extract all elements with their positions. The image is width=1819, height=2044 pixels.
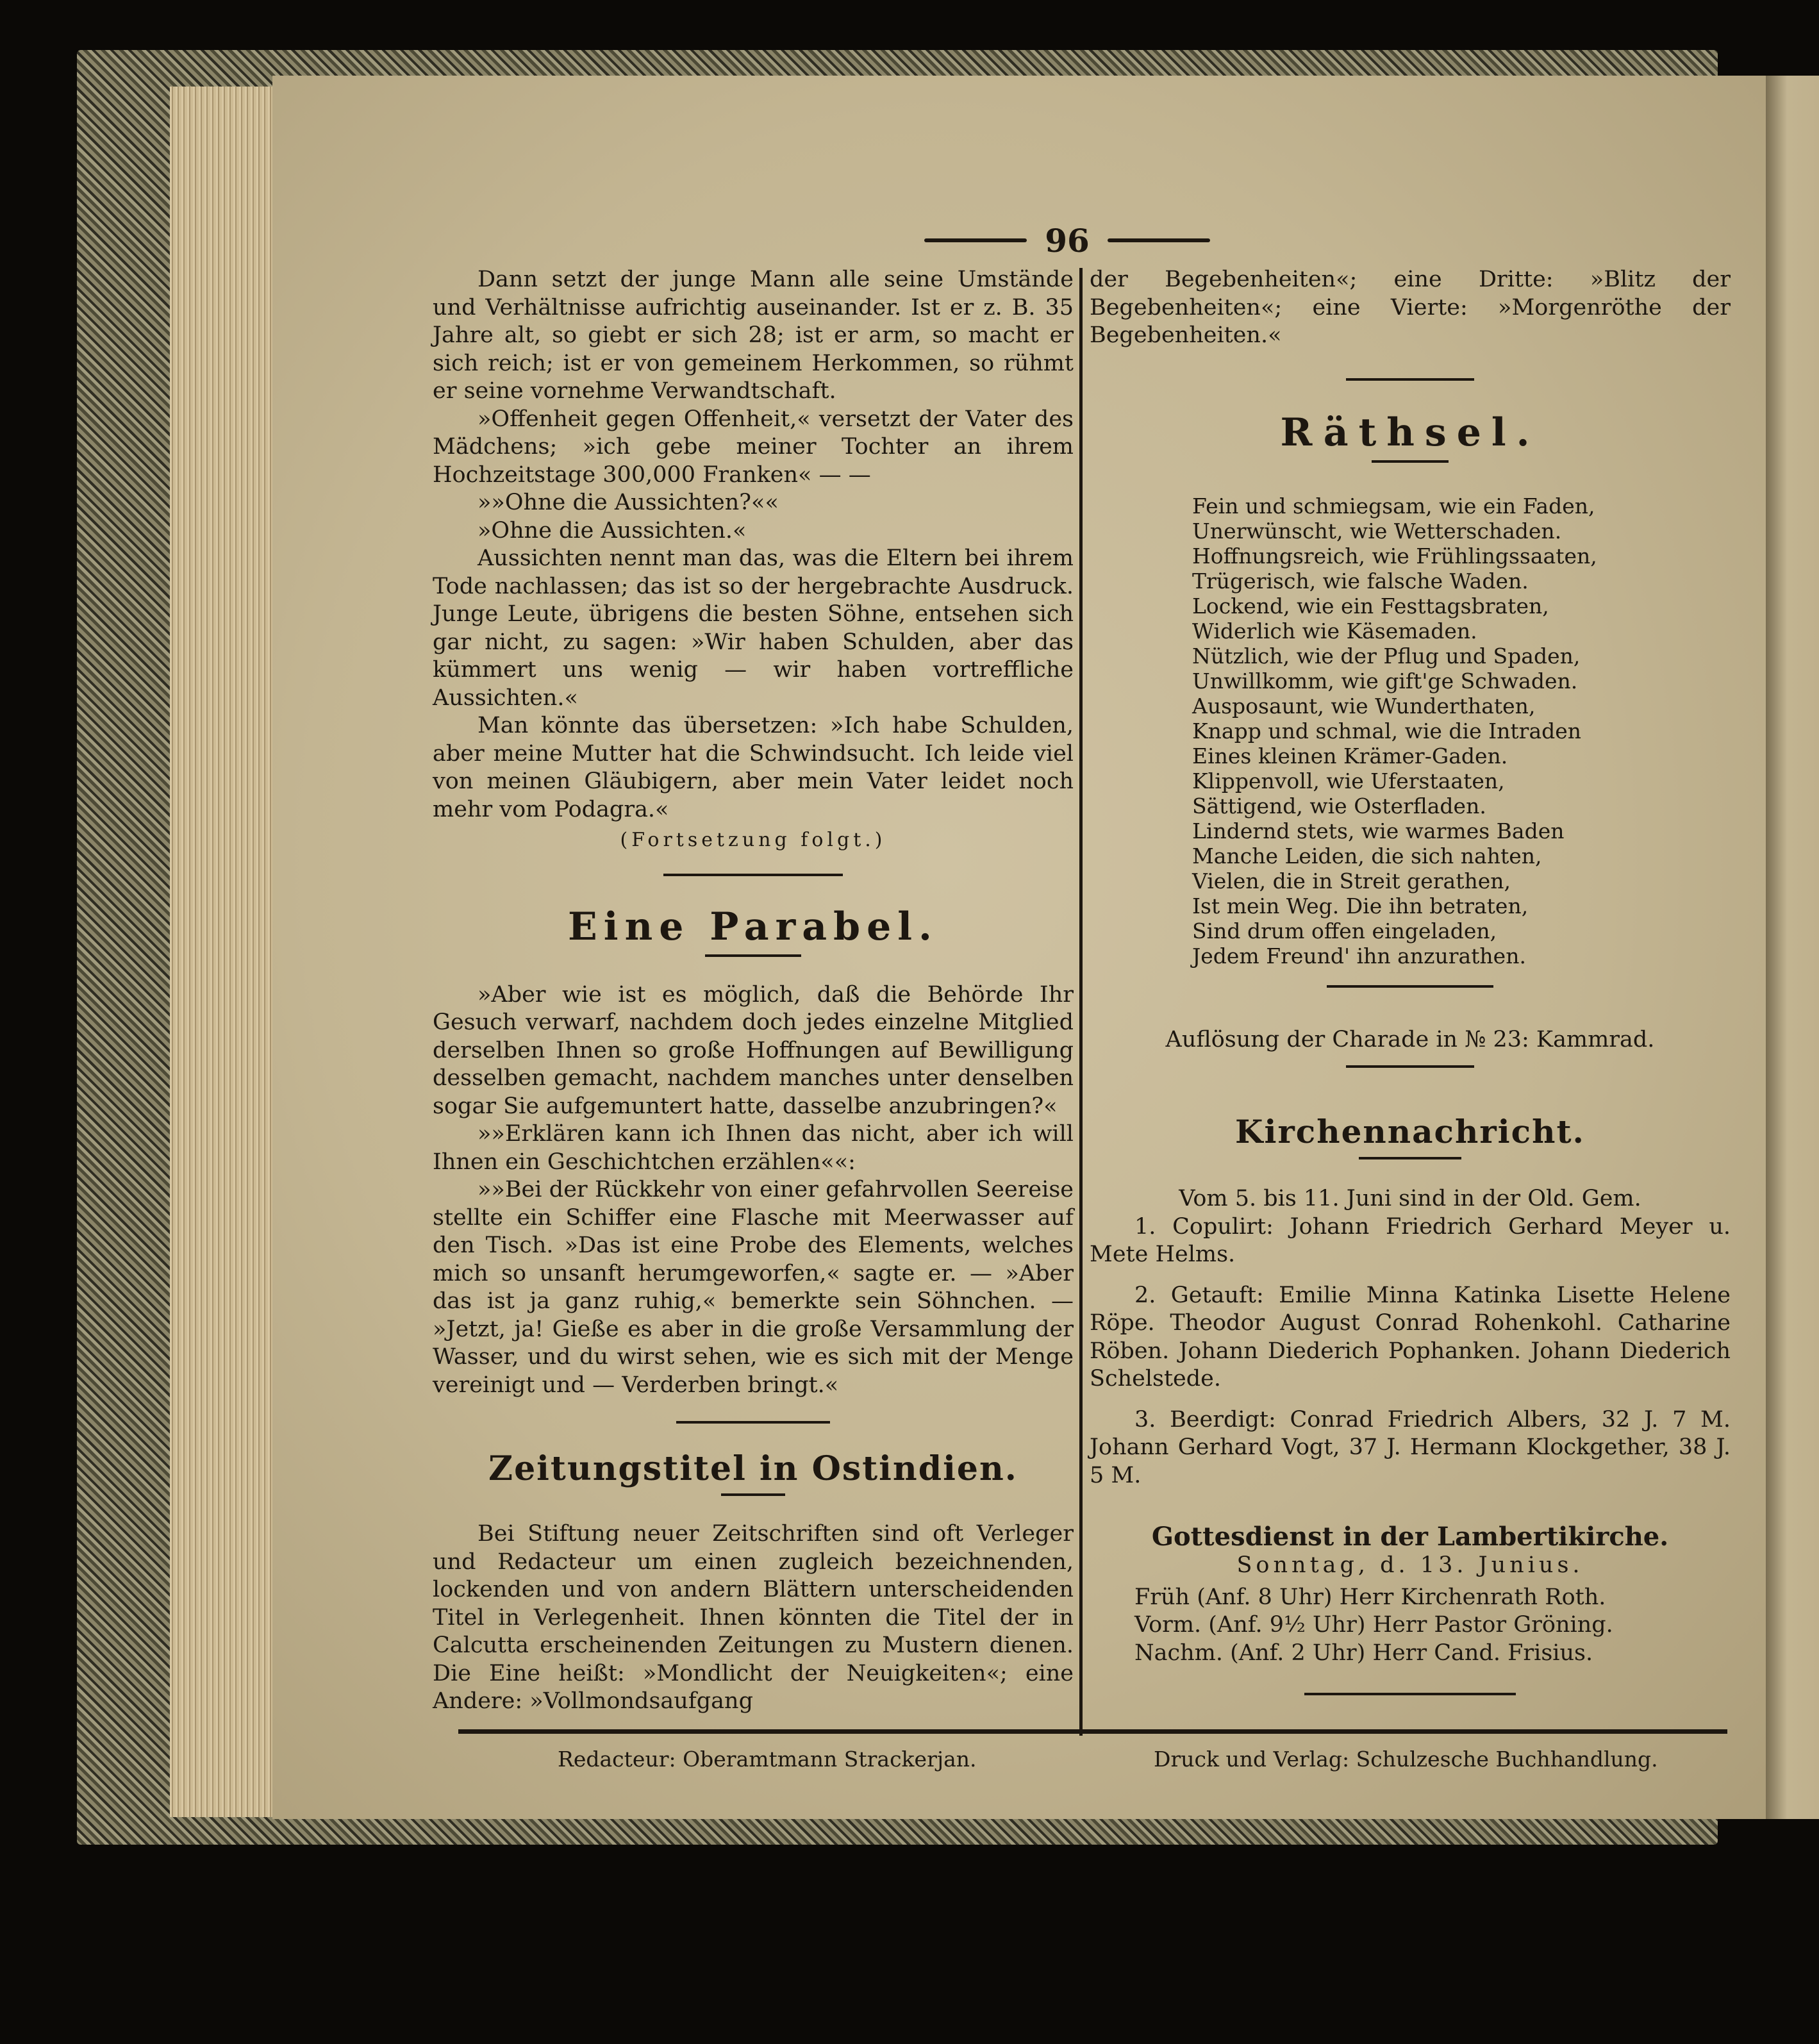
parable-paragraph: »»Erklären kann ich Ihnen das nicht, aber ich will Ihnen ein Geschichtchen erzählen««: bbox=[433, 1121, 1074, 1175]
church-section bbox=[1090, 1185, 1731, 1490]
newspaper-continuation-section bbox=[1090, 266, 1731, 350]
column-divider bbox=[1079, 268, 1083, 1736]
service-line: Vorm. (Anf. 9½ Uhr) Herr Pastor Gröning. bbox=[1134, 1612, 1613, 1638]
riddle-poem bbox=[1090, 494, 1731, 968]
riddle-line: Widerlich wie Käsemaden. bbox=[1192, 618, 1477, 644]
newspaper-section bbox=[433, 1520, 1074, 1716]
section-rule bbox=[1304, 1693, 1516, 1695]
intro-section bbox=[433, 266, 1074, 854]
intro-paragraph: »Ohne die Aussichten.« bbox=[478, 517, 747, 544]
service-line: Früh (Anf. 8 Uhr) Herr Kirchenrath Roth. bbox=[1134, 1584, 1606, 1610]
parable-section bbox=[433, 981, 1074, 1400]
parable-paragraph: »»Bei der Rückkehr von einer gefahrvollen Seereise stellte ein Schiffer eine Flasche mit Meerwasser auf den Tisch. »Das ist eine Probe des Elements, welches mich so unsanft herumgeworfen,« sagte er. — »Aber das ist ja ganz ruhig,« bemerkte sein Söhnchen. — »Jetzt, ja! Gieße es aber in die große Versammlung der Wasser, und du wirst sehen, wie es sich mit der Menge vereinigt und — Verderben bringt.« bbox=[433, 1177, 1074, 1398]
folio-rule-left bbox=[924, 238, 1027, 242]
left-column bbox=[433, 266, 1074, 1716]
page-edges bbox=[170, 87, 279, 1817]
continuation-note: (Fortsetzung folgt.) bbox=[620, 829, 886, 851]
newspaper-continuation: der Begebenheiten«; eine Dritte: »Blitz der Begebenheiten«; eine Vierte: »Morgenröthe der Begebenheiten.« bbox=[1090, 267, 1731, 348]
riddle-line: Fein und schmiegsam, wie ein Faden, bbox=[1192, 493, 1595, 519]
intro-paragraph: Aussichten nennt man das, was die Eltern bei ihrem Tode nachlassen; das ist so der hergebrachte Ausdruck. Junge Leute, übrigens die besten Söhne, entsehen sich gar nicht, zu sagen: »Wir haben Schulden, aber das kümmert uns wenig — wir haben vortreffliche Aussichten.« bbox=[433, 545, 1074, 711]
riddle-line: Ist mein Weg. Die ihn betraten, bbox=[1192, 893, 1529, 918]
title-rule bbox=[721, 1493, 785, 1496]
riddle-line: Knapp und schmal, wie die Intraden bbox=[1192, 718, 1582, 744]
newspaper-paragraph: Bei Stiftung neuer Zeitschriften sind oft Verleger und Redacteur um einen zugleich bezeichnenden, lockenden und von andern Blättern unterscheidenden Titel in Verlegenheit. Ihnen könnten die Titel der in Calcutta erscheinenden Zeitungen zu Mustern dienen. Die Eine heißt: »Mondlicht der Neuigkeiten«; eine Andere: »Vollmondsaufgang bbox=[433, 1521, 1074, 1714]
intro-paragraph: Dann setzt der junge Mann alle seine Umstände und Verhältnisse aufrichtig auseinander. Ist er z. B. 35 Jahre alt, so giebt er sich 28; ist er arm, so macht er sich reich; ist er von gemeinem Herkommen, so rühmt er seine vornehme Verwandtschaft. bbox=[433, 267, 1074, 404]
riddle-line: Sättigend, wie Osterfladen. bbox=[1192, 793, 1486, 818]
riddle-line: Sind drum offen eingeladen, bbox=[1192, 918, 1497, 943]
church-entry: 1. Copulirt: Johann Friedrich Gerhard Meyer u. Mete Helms. bbox=[1090, 1213, 1731, 1267]
section-rule bbox=[1346, 378, 1474, 381]
intro-paragraph: Man könnte das übersetzen: »Ich habe Schulden, aber meine Mutter hat die Schwindsucht. Ich leide viel von meinen Gläubigern, aber mein Vater leidet noch mehr vom Podagra.« bbox=[433, 713, 1074, 822]
section-rule bbox=[663, 874, 843, 876]
riddle-line: Ausposaunt, wie Wunderthaten, bbox=[1192, 693, 1536, 719]
right-column bbox=[1090, 266, 1731, 1695]
page-number: 96 bbox=[1045, 221, 1090, 260]
riddle-line: Lindernd stets, wie warmes Baden bbox=[1192, 818, 1565, 843]
title-rule bbox=[1372, 460, 1449, 463]
church-entry: 2. Getauft: Emilie Minna Katinka Lisette Helene Röpe. Theodor August Conrad Rohenkohl. Catharine Röben. Johann Diederich Pophanken. Johann Diederich Schelstede. bbox=[1090, 1282, 1731, 1392]
riddle-line: Hoffnungsreich, wie Frühlingssaaten, bbox=[1192, 543, 1597, 569]
riddle-line: Klippenvoll, wie Uferstaaten, bbox=[1192, 768, 1505, 794]
riddle-line: Trügerisch, wie falsche Waden. bbox=[1192, 568, 1529, 594]
riddle-line: Manche Leiden, die sich nahten, bbox=[1192, 843, 1542, 868]
title-rule bbox=[1359, 1157, 1461, 1159]
service-schedule bbox=[1090, 1584, 1731, 1668]
riddle-title: Räthsel. bbox=[1280, 410, 1540, 455]
section-rule bbox=[1327, 985, 1493, 988]
charade-solution: Auflösung der Charade in № 23: Kammrad. bbox=[1165, 1026, 1655, 1052]
church-intro: Vom 5. bis 11. Juni sind in der Old. Gem. bbox=[1179, 1186, 1641, 1211]
riddle-line: Unwillkomm, wie gift'ge Schwaden. bbox=[1192, 668, 1578, 694]
riddle-line: Jedem Freund' ihn anzurathen. bbox=[1192, 943, 1526, 968]
riddle-line: Nützlich, wie der Pflug und Spaden, bbox=[1192, 643, 1581, 669]
footer-rule bbox=[458, 1729, 1727, 1734]
parable-paragraph: »Aber wie ist es möglich, daß die Behörde Ihr Gesuch verwarf, nachdem doch jedes einzelne Mitglied derselben Ihnen so große Hoffnungen auf Bewilligung desselben gemacht, nachdem manches unter denselben sogar Sie aufgemuntert hatte, dasselbe anzubringen?« bbox=[433, 981, 1074, 1119]
section-rule bbox=[1346, 1065, 1474, 1068]
intro-paragraph: »Offenheit gegen Offenheit,« versetzt der Vater des Mädchens; »ich gebe meiner Tochter an ihrem Hochzeitstage 300,000 Franken« — — bbox=[433, 406, 1074, 488]
section-rule bbox=[676, 1421, 830, 1424]
service-title: Gottesdienst in der Lambertikirche. bbox=[1151, 1522, 1669, 1552]
facing-page-edge bbox=[1766, 76, 1819, 1819]
folio-rule-right bbox=[1108, 238, 1210, 242]
riddle-line: Lockend, wie ein Festtagsbraten, bbox=[1192, 593, 1549, 619]
riddle-line: Vielen, die in Streit gerathen, bbox=[1192, 868, 1511, 893]
title-rule bbox=[705, 954, 801, 957]
intro-paragraph: »»Ohne die Aussichten?«« bbox=[478, 490, 779, 515]
church-title: Kirchennachricht. bbox=[1235, 1113, 1585, 1151]
footer-publisher: Druck und Verlag: Schulzesche Buchhandlung. bbox=[1154, 1747, 1658, 1772]
riddle-line: Unerwünscht, wie Wetterschaden. bbox=[1192, 518, 1562, 544]
church-entry: 3. Beerdigt: Conrad Friedrich Albers, 32 J. 7 M. Johann Gerhard Vogt, 37 J. Hermann Klockgether, 38 J. 5 M. bbox=[1090, 1406, 1731, 1488]
riddle-line: Eines kleinen Krämer-Gaden. bbox=[1192, 743, 1508, 769]
page-folio bbox=[904, 218, 1231, 263]
service-date: Sonntag, d. 13. Junius. bbox=[1236, 1552, 1584, 1578]
footer-editor: Redacteur: Oberamtmann Strackerjan. bbox=[558, 1747, 977, 1772]
service-line: Nachm. (Anf. 2 Uhr) Herr Cand. Frisius. bbox=[1134, 1640, 1593, 1666]
parable-title: Eine Parabel. bbox=[568, 904, 938, 949]
newspaper-title: Zeitungstitel in Ostindien. bbox=[488, 1449, 1018, 1488]
